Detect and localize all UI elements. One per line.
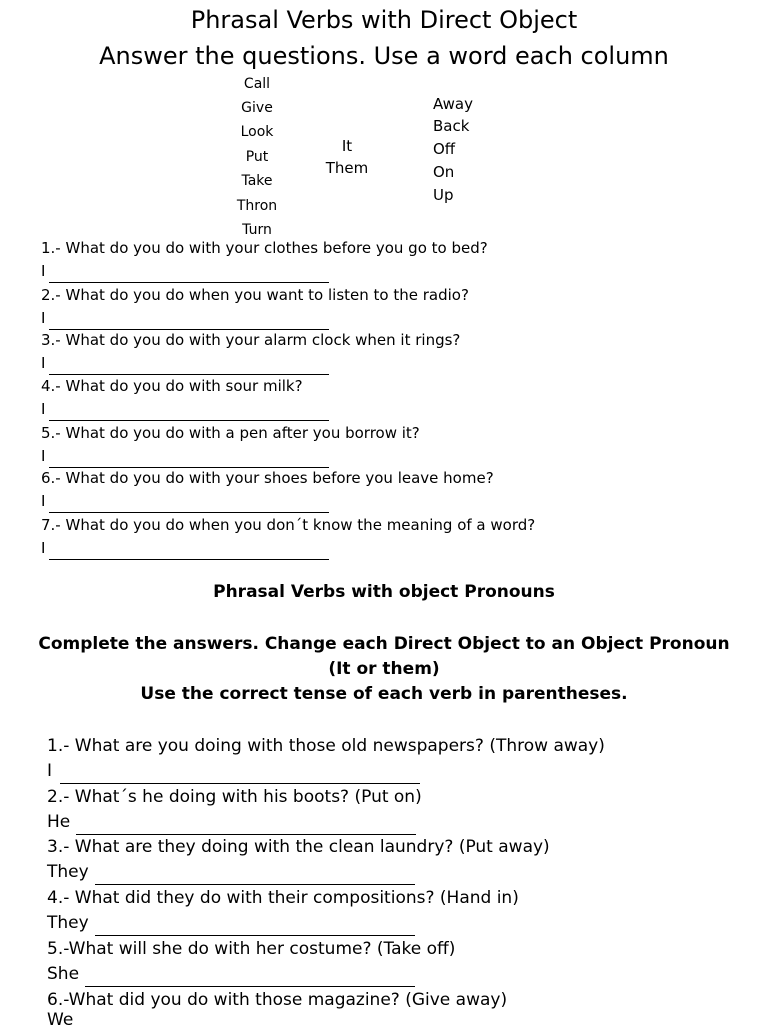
verb-word: Look	[240, 124, 274, 140]
answer-prefix: We	[47, 1010, 74, 1030]
answer-prefix: They	[47, 913, 89, 933]
question-text: 2.- What´s he doing with his boots? (Put on)	[47, 787, 422, 807]
question-text: 4.- What did they do with their compositions? (Hand in)	[47, 888, 519, 908]
verb-word: Call	[243, 76, 271, 92]
question-text: 3.- What do you do with your alarm clock when it rings?	[41, 331, 461, 349]
answer-line[interactable]	[41, 447, 329, 468]
verb-word: Thron	[236, 198, 278, 214]
particle-word: Off	[433, 140, 456, 158]
answer-prefix: I	[41, 447, 46, 465]
answer-blank[interactable]	[60, 763, 420, 784]
section2-heading: Phrasal Verbs with object Pronouns	[213, 582, 555, 602]
answer-line[interactable]	[41, 354, 329, 375]
pronoun-word: Them	[325, 159, 369, 177]
section2-instruction: Complete the answers. Change each Direct Object to an Object Pronoun	[38, 634, 730, 654]
question-text: 5.-What will she do with her costume? (Take off)	[47, 939, 456, 959]
answer-blank[interactable]	[49, 541, 329, 560]
question-text: 6.-What did you do with those magazine? (Give away)	[47, 990, 508, 1010]
particle-word: On	[433, 163, 455, 181]
verb-word: Take	[241, 173, 273, 189]
answer-prefix: They	[47, 862, 89, 882]
answer-blank[interactable]	[49, 494, 329, 513]
particle-word: Up	[433, 186, 454, 204]
answer-prefix: He	[47, 812, 71, 832]
answer-line[interactable]	[47, 1010, 73, 1030]
answer-prefix: I	[41, 492, 46, 510]
answer-line[interactable]	[47, 862, 415, 885]
answer-blank[interactable]	[49, 402, 329, 421]
answer-blank[interactable]	[76, 814, 416, 835]
question-text: 6.- What do you do with your shoes before you leave home?	[41, 469, 494, 487]
answer-line[interactable]	[41, 309, 329, 330]
answer-line[interactable]	[47, 761, 420, 784]
answer-blank[interactable]	[95, 915, 415, 936]
pronoun-word: It	[341, 137, 353, 155]
answer-prefix: I	[41, 354, 46, 372]
section2-instruction: Use the correct tense of each verb in parentheses.	[140, 684, 628, 704]
answer-blank[interactable]	[49, 356, 329, 375]
verb-word: Give	[241, 100, 273, 116]
answer-blank[interactable]	[49, 311, 329, 330]
answer-line[interactable]	[41, 492, 329, 513]
answer-prefix: I	[41, 309, 46, 327]
worksheet-title: Phrasal Verbs with Direct Object	[190, 6, 578, 34]
question-text: 1.- What are you doing with those old newspapers? (Throw away)	[47, 736, 605, 756]
question-text: 3.- What are they doing with the clean laundry? (Put away)	[47, 837, 550, 857]
particle-word: Back	[433, 117, 470, 135]
answer-prefix: I	[47, 761, 53, 781]
question-text: 1.- What do you do with your clothes before you go to bed?	[41, 239, 488, 257]
answer-line[interactable]	[41, 400, 329, 421]
answer-blank[interactable]	[85, 966, 415, 987]
answer-prefix: I	[41, 262, 46, 280]
answer-prefix: She	[47, 964, 80, 984]
answer-line[interactable]	[41, 539, 329, 560]
question-text: 5.- What do you do with a pen after you borrow it?	[41, 424, 420, 442]
answer-line[interactable]	[47, 913, 415, 936]
worksheet-subtitle: Answer the questions. Use a word each column	[99, 42, 669, 70]
answer-blank[interactable]	[49, 449, 329, 468]
answer-line[interactable]	[47, 812, 416, 835]
answer-line[interactable]	[41, 262, 329, 283]
answer-blank[interactable]	[95, 864, 415, 885]
section2-instruction: (It or them)	[328, 659, 440, 679]
answer-prefix: I	[41, 400, 46, 418]
answer-line[interactable]	[47, 964, 415, 987]
answer-blank[interactable]	[49, 264, 329, 283]
verb-word: Put	[245, 149, 269, 165]
verb-word: Turn	[242, 222, 272, 238]
question-text: 2.- What do you do when you want to listen to the radio?	[41, 286, 469, 304]
answer-prefix: I	[41, 539, 46, 557]
question-text: 4.- What do you do with sour milk?	[41, 377, 303, 395]
question-text: 7.- What do you do when you don´t know the meaning of a word?	[41, 516, 536, 534]
particle-word: Away	[433, 95, 473, 113]
